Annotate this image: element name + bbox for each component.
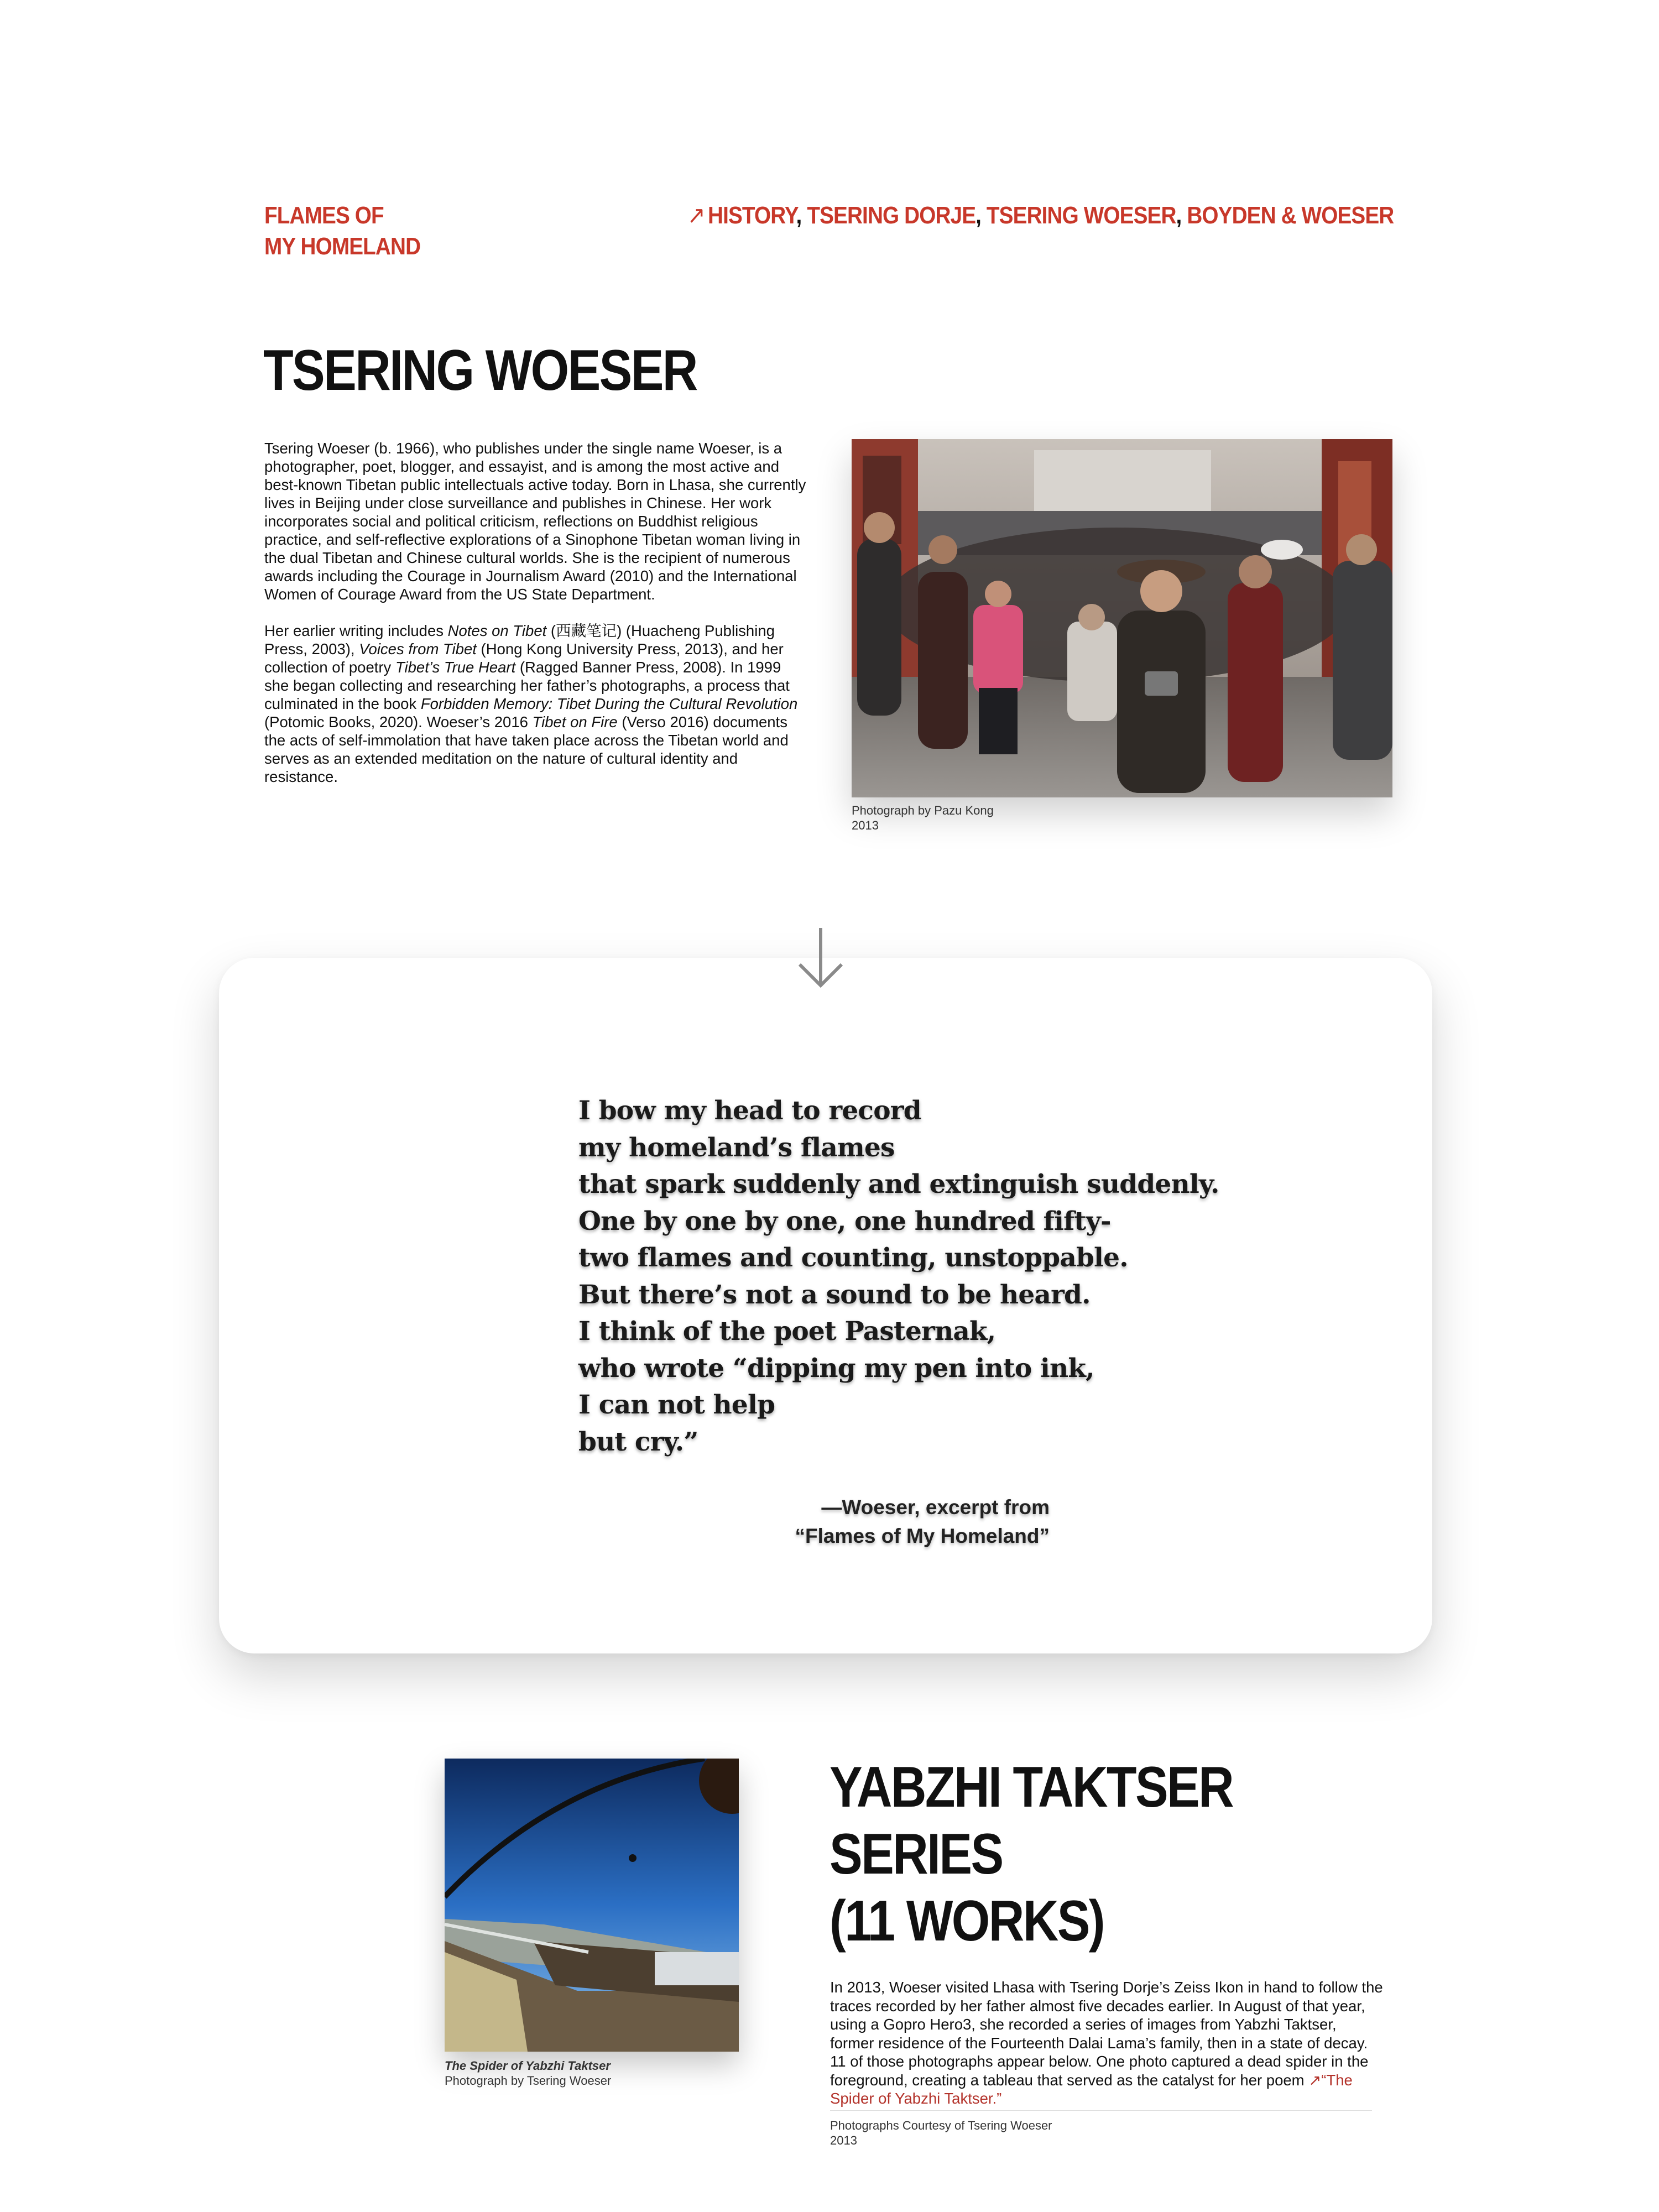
bio-paragraph-1: Tsering Woeser (b. 1966), who publishes under the single name Woeser, is a photographer, poet, blogger, and essayist, and is among the most active and best-known Tibetan public intellectuals active today. Born in Lhasa, she currently lives in Beijing under close surveillance and publishes in Chinese. Her work incorporates social and political criticism, reflections on Buddhist religious practice, and self-reflective explorations of a Sinophone Tibetan woman living in the dual Tibetan and Chinese cultural worlds. She is the recipient of numerous awards including the Courage in Journalism Award (2010) and the International Women of Courage Award from the US State Department. — [264, 440, 806, 603]
poem-line: I bow my head to record — [578, 1095, 921, 1126]
series-credit-line2: 2013 — [830, 2133, 857, 2147]
nav-link-boyden-woeser[interactable]: BOYDEN & WOESER — [1186, 202, 1394, 229]
poem-line: I think of the poet Pasternak, — [578, 1316, 996, 1347]
series-title-line2: SERIES — [830, 1822, 1003, 1886]
poem-line: But there’s not a sound to be heard. — [578, 1279, 1091, 1310]
series-title — [830, 1754, 1258, 1955]
nav-arrow-icon: ↗ — [687, 202, 705, 229]
photo2-title: The Spider of Yabzhi Taktser — [445, 2059, 611, 2073]
poem-excerpt — [578, 1093, 1219, 1460]
top-nav — [687, 200, 1394, 231]
poem-line: I can not help — [578, 1390, 775, 1420]
series-body-text: In 2013, Woeser visited Lhasa with Tsering Dorje’s Zeiss Ikon in hand to follow the traces recorded by her father almost five decades earlier. In August of that year, using a Gopro Hero3, she recorded a series of images from Yabzhi Taktser, former residence of the Fourteenth Dalai Lama’s family, then in a state of decay. 11 of those photographs appear below. One photo captured a dead spider in the foreground, creating a tableau that served as the catalyst for her poem — [830, 1979, 1383, 2089]
poem-line: two flames and counting, unstoppable. — [578, 1243, 1128, 1273]
poem-line: but cry.” — [578, 1426, 698, 1457]
series-title-line3: (11 WORKS) — [830, 1889, 1104, 1953]
photo1-caption — [852, 803, 994, 833]
nav-separator: , — [975, 202, 981, 229]
spider-photo — [445, 1759, 739, 2052]
poem-link[interactable]: ↗“The Spider of Yabzhi Taktser.” — [830, 2071, 1353, 2107]
attribution-line2: “Flames of My Homeland” — [795, 1525, 1050, 1547]
series-description — [830, 1978, 1383, 2108]
poem-line: who wrote “dipping my pen into ink, — [578, 1353, 1094, 1384]
photo1-credit: Photograph by Pazu Kong — [852, 804, 994, 817]
bio-text — [264, 439, 806, 804]
series-credit — [830, 2118, 1052, 2148]
nav-separator: , — [796, 202, 802, 229]
arrow-down-icon[interactable] — [797, 927, 844, 989]
series-credit-line1: Photographs Courtesy of Tsering Woeser — [830, 2119, 1052, 2132]
nav-link-tsering-dorje[interactable]: TSERING DORJE — [806, 202, 975, 229]
site-title[interactable] — [264, 200, 459, 262]
attribution-line1: —Woeser, excerpt from — [821, 1496, 1050, 1519]
page-title: TSERING WOESER — [263, 338, 697, 403]
poem-line: my homeland’s flames — [578, 1132, 895, 1163]
photo2-caption — [445, 2058, 611, 2088]
nav-separator: , — [1176, 202, 1182, 229]
divider — [830, 2110, 1372, 2111]
photo1-year: 2013 — [852, 818, 879, 832]
photo2-credit: Photograph by Tsering Woeser — [445, 2074, 612, 2088]
series-title-line1: YABZHI TAKTSER — [830, 1755, 1233, 1819]
woeser-portrait-photo — [852, 439, 1392, 797]
nav-link-history[interactable]: HISTORY — [707, 202, 796, 229]
bio-paragraph-2: Her earlier writing includes Notes on Tibet (西藏笔记) (Huacheng Publishing Press, 2003), Voices from Tibet (Hong Kong University Press, 2013), and her collection of poetry Tibet’s True Heart (Ragged Banner Press, 2008). In 1999 she began collecting and researching her father’s photographs, a process that culminated in the book Forbidden Memory: Tibet During the Cultural Revolution (Potomic Books, 2020). Woeser’s 2016 Tibet on Fire (Verso 2016) documents the acts of self-immolation that have taken place across the Tibetan world and serves as an extended meditation on the nature of cultural identity and resistance. — [264, 622, 798, 785]
quote-attribution — [795, 1493, 1050, 1551]
nav-link-tsering-woeser[interactable]: TSERING WOESER — [986, 202, 1176, 229]
site-title-line1: FLAMES OF — [264, 202, 384, 229]
poem-line: One by one by one, one hundred fifty- — [578, 1206, 1111, 1237]
site-title-line2: MY HOMELAND — [264, 233, 421, 260]
poem-line: that spark suddenly and extinguish suddenly. — [578, 1169, 1219, 1199]
